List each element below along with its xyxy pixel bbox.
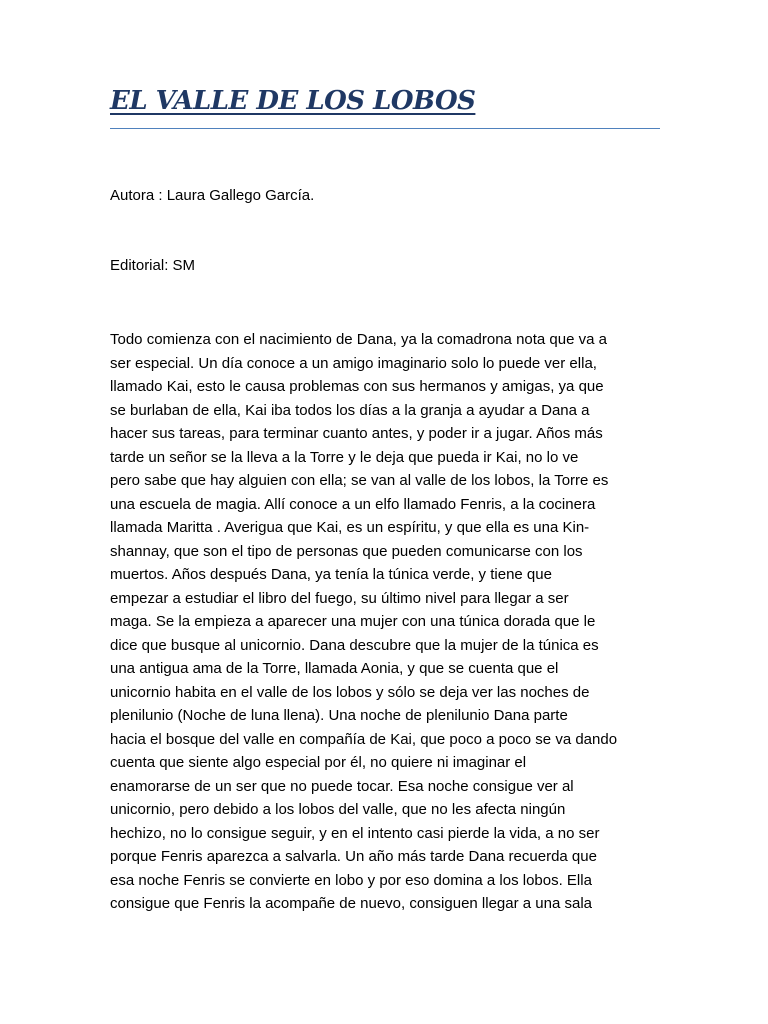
paragraph-line: unicornio habita en el valle de los lobos y sólo se deja ver las noches de (110, 683, 590, 701)
paragraph-line: tarde un señor se la lleva a la Torre y le deja que pueda ir Kai, no lo ve (110, 448, 579, 466)
summary-paragraph (110, 328, 666, 916)
paragraph-line: consigue que Fenris la acompañe de nuevo, consiguen llegar a una sala (110, 895, 592, 912)
paragraph-line: ser especial. Un día conoce a un amigo imaginario solo lo puede ver ella, (110, 354, 597, 372)
paragraph-line: cuenta que siente algo especial por él, no quiere ni imaginar el (110, 754, 527, 771)
publisher-value: SM (168, 257, 196, 274)
paragraph-line: pero sabe que hay alguien con ella; se van al valle de los lobos, la Torre es (110, 472, 609, 489)
paragraph-line: una escuela de magia. Allí conoce a un elfo llamado Fenris, a la cocinera (110, 495, 596, 513)
paragraph-line: maga. Se la empieza a aparecer una mujer con una túnica dorada que le (110, 613, 596, 630)
document-title: EL VALLE DE LOS LOBOS (110, 86, 476, 116)
paragraph-line: una antigua ama de la Torre, llamada Aonia, y que se cuenta que el (110, 660, 559, 677)
paragraph-line: llamada Maritta . Averigua que Kai, es un espíritu, y que ella es una Kin- (110, 519, 590, 536)
paragraph-line: empezar a estudiar el libro del fuego, su último nivel para llegar a ser (110, 589, 569, 607)
paragraph-line: hechizo, no lo consigue seguir, y en el intento casi pierde la vida, a no ser (110, 824, 600, 842)
title-underline-rule (110, 128, 660, 129)
author-line: Autora : Laura Gallego García. (110, 187, 315, 204)
paragraph-line: hacia el bosque del valle en compañía de Kai, que poco a poco se va dando (110, 730, 618, 748)
paragraph-line: porque Fenris aparezca a salvarla. Un año más tarde Dana recuerda que (110, 848, 597, 865)
paragraph-line: Todo comienza con el nacimiento de Dana, ya la comadrona nota que va a (110, 331, 607, 348)
paragraph-line: se burlaban de ella, Kai iba todos los días a la granja a ayudar a Dana a (110, 401, 590, 419)
paragraph-line: hacer sus tareas, para terminar cuanto antes, y poder ir a jugar. Años más (110, 425, 603, 442)
paragraph-line: esa noche Fenris se convierte en lobo y por eso domina a los lobos. Ella (110, 871, 592, 889)
publisher-label: Editorial: (110, 257, 169, 274)
paragraph-line: enamorarse de un ser que no puede tocar. Esa noche consigue ver al (110, 777, 574, 795)
publisher-line (110, 256, 195, 276)
paragraph-line: shannay, que son el tipo de personas que pueden comunicarse con los (110, 542, 583, 560)
paragraph-line: plenilunio (Noche de luna llena). Una noche de plenilunio Dana parte (110, 707, 568, 724)
paragraph-line: unicornio, pero debido a los lobos del valle, que no les afecta ningún (110, 801, 566, 818)
paragraph-line: dice que busque al unicornio. Dana descubre que la mujer de la túnica es (110, 636, 599, 654)
paragraph-line: llamado Kai, esto le causa problemas con sus hermanos y amigas, ya que (110, 378, 604, 395)
paragraph-line: muertos. Años después Dana, ya tenía la túnica verde, y tiene que (110, 566, 552, 583)
